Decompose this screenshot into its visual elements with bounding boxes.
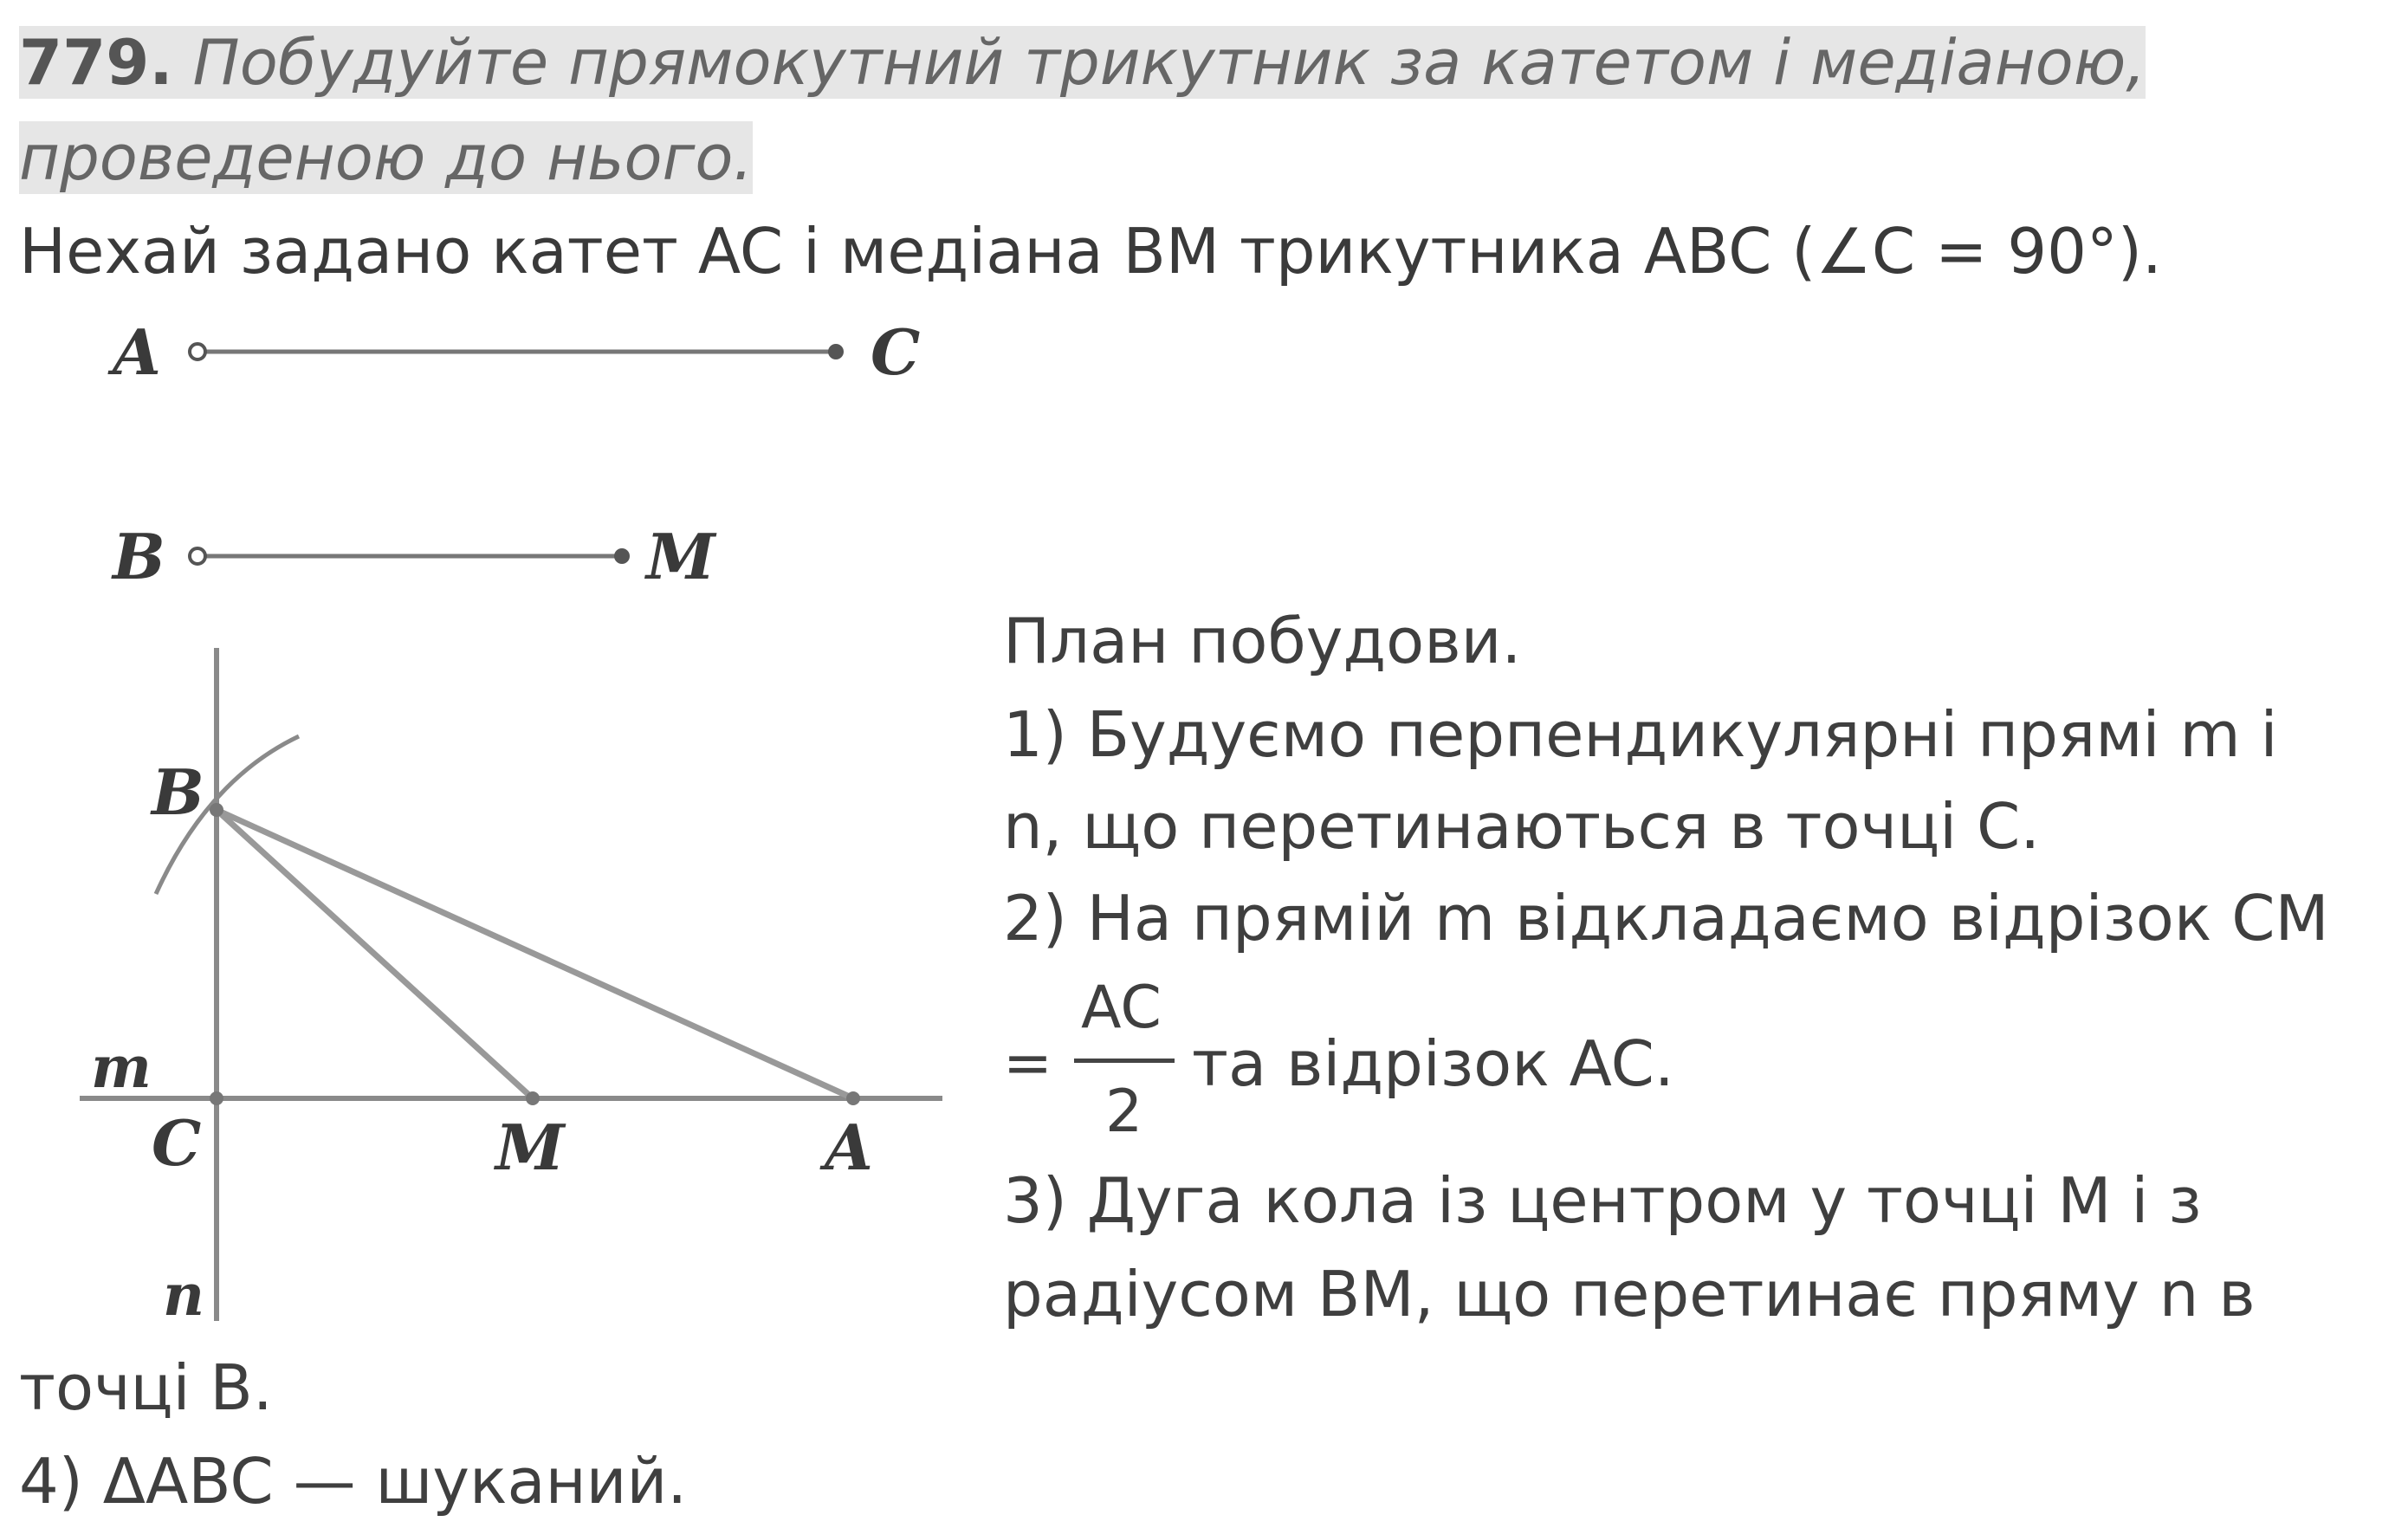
fraction-bar — [1074, 1059, 1175, 1063]
point-m — [526, 1091, 540, 1105]
fraction-denominator: 2 — [1105, 1078, 1143, 1146]
plan-step-2b: та відрізок AC. — [1192, 1027, 1674, 1100]
plan-step-2-equals: = — [1003, 1029, 1052, 1097]
label-m-given: M — [646, 520, 715, 593]
label-m-line: m — [91, 1033, 152, 1101]
point-c-given — [828, 344, 844, 359]
construction-drawing — [80, 648, 942, 1329]
point-m-given — [614, 548, 630, 564]
label-b-given: B — [113, 520, 165, 593]
label-m: M — [495, 1110, 565, 1184]
plan-step-3b: радіусом BM, що перетинає пряму n в — [1003, 1258, 2256, 1331]
segment-bm-built — [217, 810, 533, 1098]
point-c — [210, 1091, 223, 1105]
plan-step-4: 4) ΔABC — шуканий. — [19, 1445, 688, 1518]
segment-ba-built — [217, 810, 853, 1098]
task-text-1: Побудуйте прямокутний трикутник за катетом і медіаною, — [192, 26, 2146, 99]
label-a: A — [825, 1110, 873, 1184]
task-number: 779. — [19, 26, 173, 99]
point-b-given — [190, 548, 205, 564]
label-a-given: A — [113, 315, 161, 389]
point-a — [846, 1091, 860, 1105]
plan-step-3c: точці B. — [19, 1351, 273, 1424]
plan-step-1a: 1) Будуємо перпендикулярні прямі m і — [1003, 698, 2278, 771]
label-c: C — [152, 1106, 202, 1180]
plan-step-3a: 3) Дуга кола із центром у точці M і з — [1003, 1164, 2202, 1237]
point-a-given — [190, 344, 205, 359]
plan-step-2a: 2) На прямій m відкладаємо відрізок CM — [1003, 882, 2329, 955]
label-n-line: n — [163, 1261, 204, 1329]
task-text-2: проведеною до нього. — [19, 121, 754, 194]
point-b — [210, 803, 223, 817]
given-text: Нехай задано катет AC і медіана BM трикутника ABC (∠C = 90°). — [19, 215, 2162, 288]
segment-bm — [111, 520, 717, 593]
label-b: B — [152, 755, 204, 829]
segment-ac — [107, 315, 920, 389]
plan-title: План побудови. — [1003, 605, 1522, 677]
plan-step-1b: n, що перетинаються в точці C. — [1003, 790, 2041, 863]
fraction-numerator: AC — [1081, 974, 1162, 1042]
label-c-given: C — [871, 315, 921, 389]
